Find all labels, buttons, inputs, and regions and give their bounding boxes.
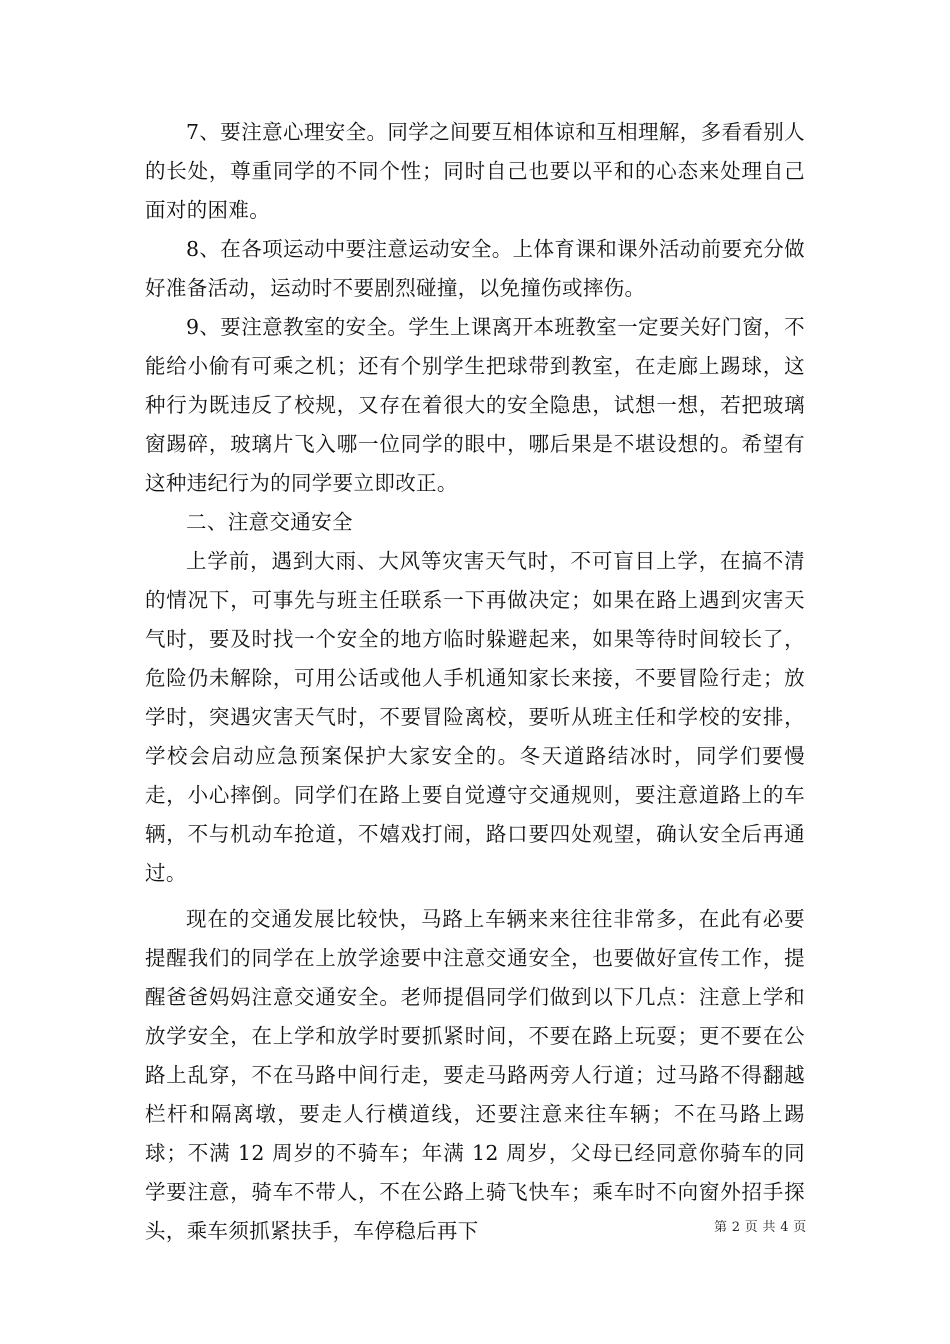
page-number: 第 2 页 共 4 页 [714, 1220, 807, 1235]
paragraph-traffic-rules: 现在的交通发展比较快，马路上车辆来来往往非常多，在此有必要提醒我们的同学在上放学途要中注意交通安全，也要做好宣传工作，提醒爸爸妈妈注意交通安全。老师提倡同学们做到以下几点：注意上学和放学安全，在上学和放学时要抓紧时间，不要在路上玩耍；更不要在公路上乱穿，不在马路中间行走，要走马路两旁人行道；过马路不得翻越栏杆和隔离墩，要走人行横道线，还要注意来往车辆；不在马路上踢球；不满 12 周岁的不骑车；年满 12 周岁，父母已经同意你骑车的同学要注意，骑车不带人，不在公路上骑飞快车；乘车时不向窗外招手探头，乘车须抓紧扶手，车停稳后再下 [145, 907, 805, 1243]
paragraph-classroom-safety: 9、要注意教室的安全。学生上课离开本班教室一定要关好门窗，不能给小偷有可乘之机；还有个别学生把球带到教室，在走廊上踢球，这种行为既违反了校规，又存在着很大的安全隐患，试想一想，若把玻璃窗踢碎，玻璃片飞入哪一位同学的眼中，哪后果是不堪设想的。希望有这种违纪行为的同学要立即改正。 [145, 315, 805, 495]
paragraph-weather-safety: 上学前，遇到大雨、大风等灾害天气时，不可盲目上学，在搞不清的情况下，可事先与班主任联系一下再做决定；如果在路上遇到灾害天气时，要及时找一个安全的地方临时躲避起来，如果等待时间较长了，危险仍未解除，可用公话或他人手机通知家长来接，不要冒险行走；放学时，突遇灾害天气时，不要冒险离校，要听从班主任和学校的安排，学校会启动应急预案保护大家安全的。冬天道路结冰时，同学们要慢走，小心摔倒。同学们在路上要自觉遵守交通规则，要注意道路上的车辆，不与机动车抢道，不嬉戏打闹，路口要四处观望，确认安全后再通过。 [145, 549, 805, 885]
paragraph-sports-safety: 8、在各项运动中要注意运动安全。上体育课和课外活动前要充分做好准备活动，运动时不要剧烈碰撞，以免撞伤或摔伤。 [145, 237, 805, 300]
document-body [145, 113, 805, 1251]
section-heading-traffic-safety: 二、注意交通安全 [186, 510, 353, 534]
paragraph-psychological-safety: 7、要注意心理安全。同学之间要互相体谅和互相理解，多看看别人的长处，尊重同学的不同个性；同时自己也要以平和的心态来处理自己面对的困难。 [145, 120, 805, 222]
